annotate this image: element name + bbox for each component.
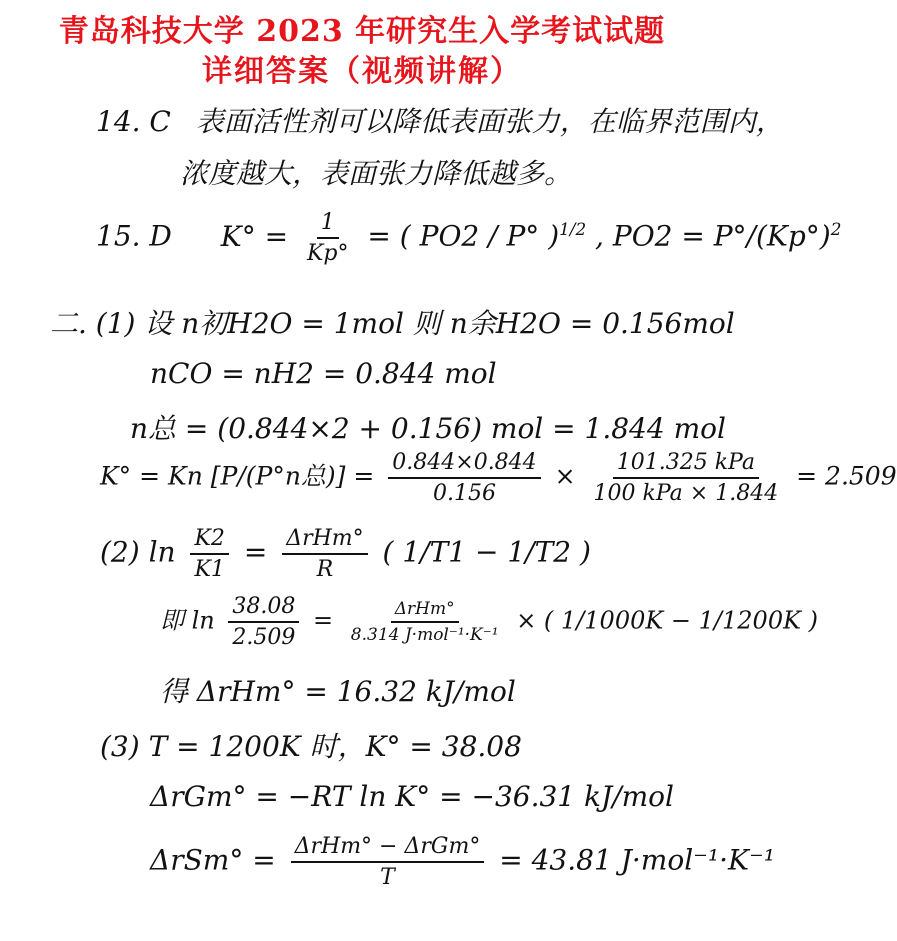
part2-2-result: 得 ΔrHm° = 16.32 kJ/mol	[160, 675, 516, 708]
part2-2-paren: ( 1/T1 − 1/T2 )	[382, 535, 591, 569]
answer-15-p-exp: 2	[830, 219, 842, 240]
part2-1-k-result: = 2.509	[796, 461, 897, 491]
part2-3-s-equation	[150, 834, 775, 890]
part2-2-sub-frac1	[228, 594, 299, 650]
answer-15-k-eq2: = ( PO2 / P° )	[367, 219, 560, 253]
answer-14	[96, 100, 784, 140]
answer-15-k-num: 1	[317, 210, 339, 239]
part2-2-sub-eq: =	[313, 606, 334, 635]
part2-3-line2: ΔrGm° = −RT ln K° = −36.31 kJ/mol	[150, 780, 674, 813]
part2-2-frac1-den: K1	[194, 557, 225, 582]
answer-15-p-relation: , PO2 = P°/(Kp°)	[595, 219, 831, 253]
part2-2-sub-lhs: 即 ln	[160, 606, 215, 635]
answer-15-k-den: Kp°	[306, 241, 349, 266]
part2-2-eq: =	[243, 535, 268, 569]
page-title: 青岛科技大学 2023 年研究生入学考试试题	[58, 14, 666, 49]
part2-1-line3: n总 = (0.844×2 + 0.156) mol = 1.844 mol	[130, 412, 726, 445]
answer-15-label: 15. D	[96, 219, 172, 253]
part2-1-k-times: ×	[554, 461, 576, 491]
part2-1-k-frac2	[590, 450, 783, 506]
part2-1-line2: nCO = nH2 = 0.844 mol	[150, 357, 497, 390]
part2-3-s-result: = 43.81 J·mol⁻¹·K⁻¹	[499, 843, 775, 877]
part2-1-k-frac2-den: 100 kPa × 1.844	[593, 481, 779, 506]
page-subtitle: 详细答案（视频讲解）	[202, 54, 522, 89]
part2-1-k-frac1-num: 0.844×0.844	[388, 450, 540, 479]
answer-14-line2: 浓度越大，表面张力降低越多。	[180, 157, 573, 190]
answer-15	[96, 210, 841, 266]
part2-2-sub-frac2	[347, 599, 503, 645]
part2-2-frac1-num: K2	[190, 526, 228, 555]
part2-2-frac2-den: R	[316, 557, 334, 582]
answer-15-k-exp: 1/2	[559, 219, 587, 240]
part2-1-k-frac1-den: 0.156	[432, 481, 496, 506]
answer-14-line1: 表面活性剂可以降低表面张力，在临界范围内，	[195, 105, 784, 138]
answer-15-k-lhs: K° =	[220, 219, 289, 253]
answer-15-k-fraction	[303, 210, 353, 266]
part2-1-k-frac1	[388, 450, 540, 506]
part2-1-line1: 二. (1) 设 n初H2O = 1mol 则 n余H2O = 0.156mol	[50, 307, 735, 340]
part2-3-line1: (3) T = 1200K 时，K° = 38.08	[100, 730, 522, 763]
part2-2-sub-frac1-den: 2.509	[232, 625, 296, 650]
part2-2-sub-frac1-num: 38.08	[228, 594, 299, 623]
part2-3-s-lhs: ΔrSm° =	[150, 843, 276, 877]
part2-1-k-frac2-num: 101.325 kPa	[613, 450, 759, 479]
part2-1-k-equation	[100, 450, 897, 506]
part2-2-substitution	[160, 594, 818, 650]
part2-2-sub-frac2-den: 8.314 J·mol⁻¹·K⁻¹	[350, 625, 499, 645]
part2-2-frac2	[282, 526, 367, 582]
part2-1-k-lhs: K° = Kn [P/(P°n总)] =	[100, 461, 375, 491]
part2-3-s-den: T	[380, 865, 395, 890]
part2-3-s-fraction	[291, 834, 485, 890]
part2-2-sub-frac2-num: ΔrHm°	[391, 599, 459, 623]
part2-2-frac2-num: ΔrHm°	[282, 526, 367, 555]
part2-2-frac1	[190, 526, 228, 582]
part2-3-s-num: ΔrHm° − ΔrGm°	[291, 834, 485, 863]
part2-2-equation	[100, 526, 591, 582]
answer-14-label: 14. C	[96, 105, 171, 138]
part2-2-lhs: (2) ln	[100, 535, 176, 569]
part2-2-sub-tail: × ( 1/1000K − 1/1200K )	[516, 606, 819, 635]
